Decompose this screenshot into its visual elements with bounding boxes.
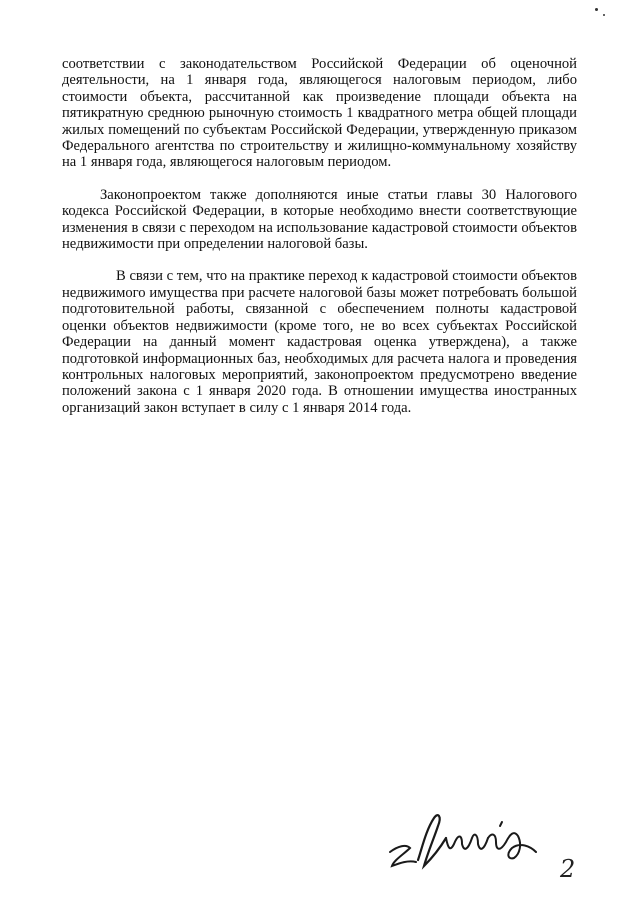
- paragraph-effective-dates: В связи с тем, что на практике переход к кадастровой стоимости объектов недвижимого имущества при расчете налоговой базы может потребовать большой подготовительной работы, связанной с обеспечением полноты кадастровой оценки объектов недвижимости (кроме того, не во всех субъектах Российской Федерации на данный момент кадастровая оценка утверждена), а также подготовкой информационных баз, необходимых для расчета налога и проведения контрольных налоговых мероприятий, законопроектом предусмотрено введение положений закона с 1 января 2020 года. В отношении имущества иностранных организаций закон вступает в силу с 1 января 2014 года.: [62, 268, 577, 416]
- page-number: 2: [560, 855, 576, 883]
- scan-speck: [603, 14, 605, 16]
- document-body: [62, 56, 577, 416]
- scan-speck: [595, 8, 598, 11]
- paragraph-amendments: Законопроектом также дополняются иные статьи главы 30 Налогового кодекса Российской Федерации, в которые необходимо внести соответствующие изменения в связи с переходом на использование кадастровой стоимости объектов недвижимости при определении налоговой базы.: [62, 186, 577, 253]
- handwritten-signature: [388, 808, 558, 878]
- paragraph-continuation: соответствии с законодательством Российской Федерации об оценочной деятельности, на 1 января года, являющегося налоговым периодом, либо стоимости объекта, рассчитанной как произведение площади объекта на пятикратную среднюю рыночную стоимость 1 квадратного метра общей площади жилых помещений по субъектам Российской Федерации, утвержденную приказом Федерального агентства по строительству и жилищно-коммунальному хозяйству на 1 января года, являющегося налоговым периодом.: [62, 56, 577, 171]
